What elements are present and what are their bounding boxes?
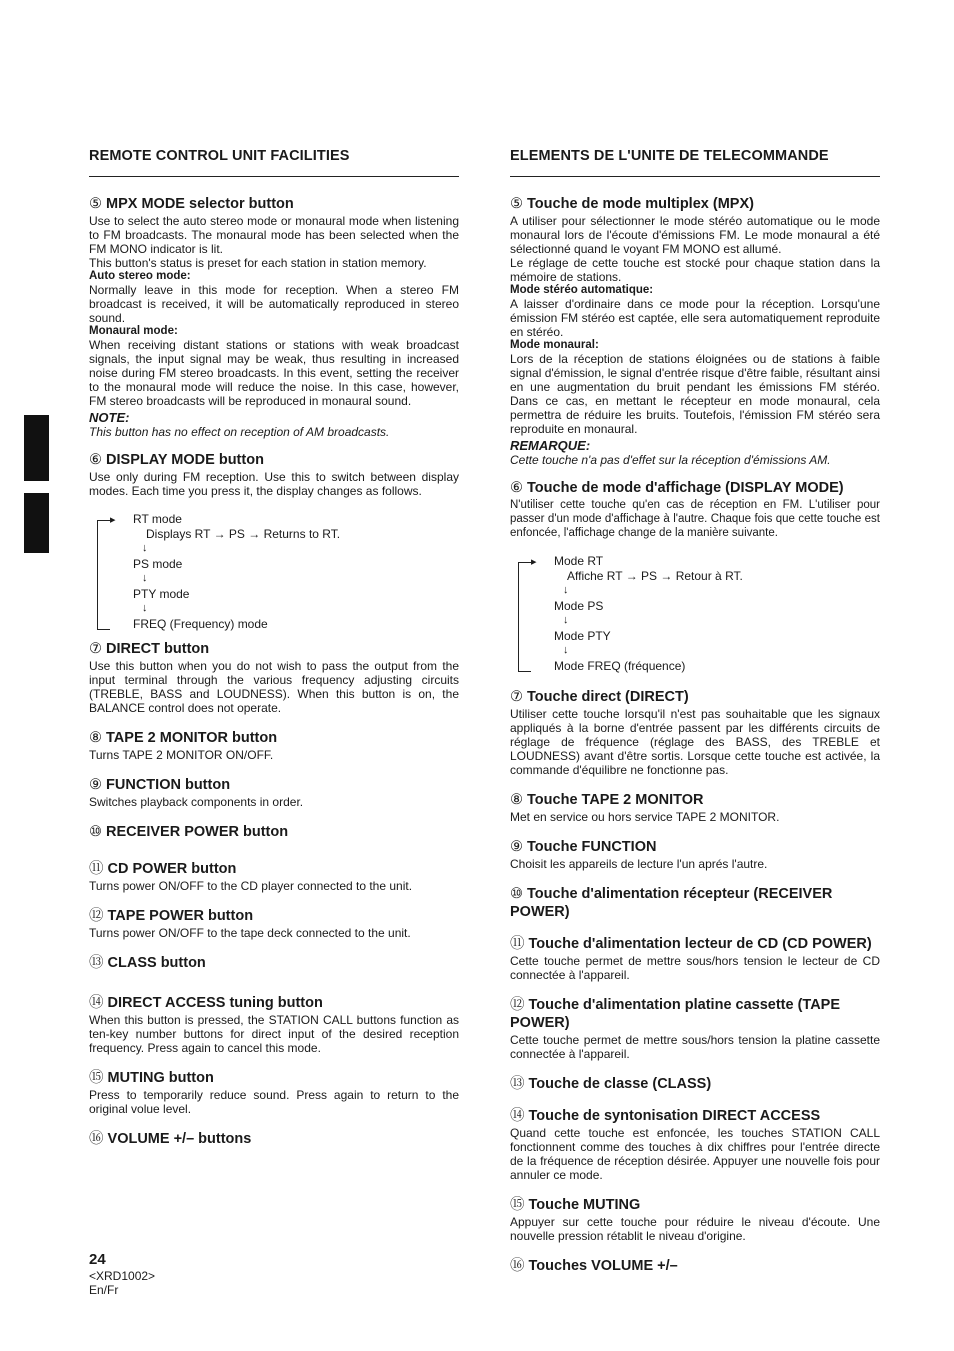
paragraph: Normally leave in this mode for reception. When a stereo FM broadcast is received, it will be automatically reproduced in stereo sound.: [89, 283, 459, 325]
heading-text: CLASS button: [107, 955, 206, 971]
item-number: ⑯: [510, 1258, 525, 1274]
section-heading: [89, 729, 459, 747]
flow-freq-mode: Mode FREQ (fréquence): [554, 659, 686, 673]
section-heading: [510, 885, 880, 921]
section-heading: [510, 1075, 880, 1093]
section-mpx-mode-fr: [510, 195, 880, 467]
flow-pty-mode: PTY mode: [133, 587, 190, 601]
paragraph: Use this button when you do not wish to pass the output from the input terminal through the various frequency adjusting circuits (TREBLE, BASS and LOUDNESS). When this button is on, the BALANCE control does not operate.: [89, 659, 459, 715]
arrow-down-icon: ↓: [563, 644, 569, 656]
item-number: ⑤: [89, 196, 102, 212]
paragraph: When receiving distant stations or stations with weak broadcast signals, the input signal may be weak, thus resulting in increased noise during FM stereo broadcasts. In this event, setting the receiver to the monaural mode will reduce the noise. In this case, however, FM stereo broadcasts will be reproduced in monaural sound.: [89, 338, 459, 408]
section-tape-power-fr: [510, 996, 880, 1061]
item-number: ⑫: [89, 908, 104, 924]
item-number: ⑬: [510, 1076, 525, 1092]
arrow-down-icon: ↓: [563, 584, 569, 596]
page-footer: [89, 1251, 155, 1297]
item-number: ⑤: [510, 196, 523, 212]
section-direct: [89, 640, 459, 715]
paragraph: Use to select the auto stereo mode or monaural mode when listening to FM broadcasts. The monaural mode has been selected when the FM MONO indicator is lit.: [89, 214, 459, 256]
subheading: Mode stéréo automatique:: [510, 284, 654, 296]
model-code: <XRD1002>: [89, 1269, 156, 1283]
section-heading: [89, 451, 459, 469]
item-number: ⑦: [89, 641, 102, 657]
item-number: ⑭: [510, 1108, 525, 1124]
english-column: [89, 148, 459, 1149]
section-heading: [89, 907, 459, 925]
page-number: 24: [89, 1251, 106, 1268]
section-heading: [89, 823, 459, 841]
section-direct-fr: [510, 688, 880, 777]
paragraph: Appuyer sur cette touche pour réduire le niveau d'écoute. Une nouvelle pression rétablit le niveau d'origine.: [510, 1215, 880, 1243]
arrow-right-icon: ▸: [110, 514, 116, 526]
heading-text: TAPE 2 MONITOR button: [106, 730, 278, 746]
flow-rt-detail: Displays RT → PS → Returns to RT.: [146, 527, 341, 541]
heading-text: Touche direct (DIRECT): [527, 689, 689, 705]
heading-text: Touches VOLUME +/–: [528, 1258, 678, 1274]
column-title: REMOTE CONTROL UNIT FACILITIES: [89, 148, 459, 177]
section-heading: [89, 640, 459, 658]
paragraph: Utiliser cette touche lorsqu'il n'est pas souhaitable que les signaux appliqués à la borne d'entrée passent par les différents circuits de réglage de fréquence (réglage des BASS, des TREBLE et LOUDNESS) avant d'être sortis. Lorsque cette touche est activée, la commande d'équilibre ne fonctionne pas.: [510, 707, 880, 777]
section-heading: [89, 195, 459, 213]
item-number: ⑮: [510, 1197, 525, 1213]
item-number: ⑭: [89, 995, 104, 1011]
section-volume-fr: [510, 1257, 880, 1275]
section-direct-access: [89, 994, 459, 1055]
section-heading: [89, 994, 459, 1012]
heading-text: DIRECT ACCESS tuning button: [107, 995, 323, 1011]
heading-text: Touche d'alimentation platine cassette (TAPE POWER): [510, 997, 841, 1031]
flow-loop-line: [518, 562, 531, 672]
section-receiver-power-fr: [510, 885, 880, 921]
section-muting-fr: [510, 1196, 880, 1243]
heading-text: CD POWER button: [107, 861, 237, 877]
column-title: ELEMENTS DE L'UNITE DE TELECOMMANDE: [510, 148, 880, 177]
section-muting: [89, 1069, 459, 1116]
display-mode-flow-diagram: [510, 554, 880, 676]
section-cd-power: [89, 860, 459, 893]
language-code: En/Fr: [89, 1283, 119, 1297]
section-function-fr: [510, 838, 880, 871]
section-heading: [510, 1107, 880, 1125]
flow-pty-mode: Mode PTY: [554, 629, 611, 643]
section-volume: [89, 1130, 459, 1148]
section-tape2-monitor-fr: [510, 791, 880, 824]
item-number: ⑨: [510, 839, 523, 855]
section-cd-power-fr: [510, 935, 880, 982]
paragraph: Cette touche permet de mettre sous/hors tension le lecteur de CD connectée à l'appareil.: [510, 954, 880, 982]
flow-rt-mode: RT mode: [133, 512, 182, 526]
heading-text: Touche d'alimentation lecteur de CD (CD POWER): [528, 936, 872, 952]
note-text: Cette touche n'a pas d'effet sur la réception d'émissions AM.: [510, 453, 831, 467]
heading-text: Touche MUTING: [528, 1197, 641, 1213]
paragraph: Quand cette touche est enfoncée, les touches STATION CALL fonctionnent comme des touches à dix chiffres pour l'entrée directe de la fréquence de réception désirée. Appuyer une nouvelle fois pour annuler ce mode.: [510, 1126, 880, 1182]
item-number: ⑥: [510, 480, 523, 496]
item-number: ⑯: [89, 1131, 104, 1147]
paragraph: Turns power ON/OFF to the tape deck connected to the unit.: [89, 926, 411, 940]
item-number: ⑬: [89, 955, 104, 971]
paragraph: Turns TAPE 2 MONITOR ON/OFF.: [89, 748, 274, 762]
flow-freq-mode: FREQ (Frequency) mode: [133, 617, 268, 631]
paragraph: A utiliser pour sélectionner le mode stéréo automatique ou le mode monaural lors de l'écoute d'émissions FM. Le mode monaural a été sélectionné quand le voyant FM MONO est allumé.: [510, 214, 880, 256]
heading-text: VOLUME +/– buttons: [107, 1131, 252, 1147]
heading-text: MPX MODE selector button: [106, 196, 294, 212]
item-number: ⑪: [510, 936, 525, 952]
flow-ps-mode: Mode PS: [554, 599, 604, 613]
subheading: Mode monaural:: [510, 339, 599, 351]
arrow-down-icon: ↓: [142, 542, 148, 554]
arrow-down-icon: ↓: [563, 614, 569, 626]
item-number: ⑩: [89, 824, 102, 840]
section-display-mode-fr: [510, 479, 880, 676]
display-mode-flow-diagram: [89, 512, 459, 634]
paragraph: Met en service ou hors service TAPE 2 MONITOR.: [510, 810, 780, 824]
heading-text: Touche de mode multiplex (MPX): [527, 196, 754, 212]
note-heading: REMARQUE:: [510, 438, 591, 453]
section-heading: [89, 1130, 459, 1148]
paragraph: Choisit les appareils de lecture l'un aprés l'autre.: [510, 857, 768, 871]
french-column: [510, 148, 880, 1276]
section-tape-power: [89, 907, 459, 940]
heading-text: Touche de syntonisation DIRECT ACCESS: [528, 1108, 821, 1124]
paragraph: Le réglage de cette touche est stocké pour chaque station dans la mémoire de stations.: [510, 256, 880, 284]
section-heading: [89, 860, 459, 878]
section-tab-marker-2: [24, 493, 49, 553]
section-tab-marker-1: [24, 415, 49, 481]
section-tape2-monitor: [89, 729, 459, 762]
arrow-down-icon: ↓: [142, 602, 148, 614]
heading-text: MUTING button: [107, 1070, 214, 1086]
section-display-mode: [89, 451, 459, 634]
note-text: This button has no effect on reception of AM broadcasts.: [89, 425, 390, 439]
arrow-right-icon: ▸: [531, 556, 537, 568]
section-heading: [510, 195, 880, 213]
paragraph: Lors de la réception de stations éloignées ou de stations à faible signal d'émission, le signal d'entrée risque d'être faible, résultant ainsi en une augmentation du bruit pendant les émissions FM stéréo. Dans ce cas, en mettant le récepteur en mode monaural, cela permettra de réduire les bruits. Toutefois, l'émission FM stéréo sera reproduite en monaural.: [510, 352, 880, 436]
subheading: Monaural mode:: [89, 325, 178, 337]
section-heading: [510, 688, 880, 706]
paragraph: Switches playback components in order.: [89, 795, 304, 809]
section-class: [89, 954, 459, 972]
note-heading: NOTE:: [89, 410, 130, 425]
heading-text: TAPE POWER button: [107, 908, 254, 924]
section-heading: [510, 996, 880, 1032]
item-number: ⑧: [89, 730, 102, 746]
item-number: ⑦: [510, 689, 523, 705]
heading-text: RECEIVER POWER button: [106, 824, 289, 840]
section-receiver-power: [89, 823, 459, 841]
section-heading: [89, 954, 459, 972]
heading-text: Touche FUNCTION: [527, 839, 657, 855]
heading-text: Touche de classe (CLASS): [528, 1076, 712, 1092]
paragraph: Cette touche permet de mettre sous/hors tension la platine cassette connectée à l'appareil.: [510, 1033, 880, 1061]
item-number: ⑨: [89, 777, 102, 793]
section-heading: [510, 1257, 880, 1275]
flow-rt-mode: Mode RT: [554, 554, 604, 568]
paragraph: A laisser d'ordinaire dans ce mode pour la réception. Lorsqu'une émission FM stéréo est captée, elle sera automatiquement reproduite en stéréo.: [510, 297, 880, 339]
section-heading: [510, 791, 880, 809]
section-class-fr: [510, 1075, 880, 1093]
subheading: Auto stereo mode:: [89, 270, 191, 282]
section-mpx-mode: [89, 195, 459, 439]
section-heading: [510, 479, 880, 497]
flow-loop-line: [97, 520, 110, 630]
flow-ps-mode: PS mode: [133, 557, 183, 571]
arrow-down-icon: ↓: [142, 572, 148, 584]
flow-rt-detail: Affiche RT → PS → Retour à RT.: [567, 569, 743, 583]
section-heading: [89, 776, 459, 794]
section-heading: [510, 935, 880, 953]
paragraph: Use only during FM reception. Use this to switch between display modes. Each time you press it, the display changes as follows.: [89, 470, 459, 498]
section-heading: [510, 1196, 880, 1214]
section-heading: [510, 838, 880, 856]
item-number: ⑫: [510, 997, 525, 1013]
item-number: ⑮: [89, 1070, 104, 1086]
section-heading: [89, 1069, 459, 1087]
item-number: ⑩: [510, 886, 523, 902]
paragraph: N'utiliser cette touche qu'en cas de réception en FM. L'utiliser pour passer d'un mode d'affichage à l'autre. Chaque fois que cette touche est enfoncée, l'affichage change de la manière suivante.: [510, 499, 880, 539]
heading-text: FUNCTION button: [106, 777, 231, 793]
paragraph: Press to temporarily reduce sound. Press again to return to the original volue level.: [89, 1088, 459, 1116]
item-number: ⑥: [89, 452, 102, 468]
heading-text: DISPLAY MODE button: [106, 452, 264, 468]
item-number: ⑪: [89, 861, 104, 877]
heading-text: DIRECT button: [106, 641, 210, 657]
item-number: ⑧: [510, 792, 523, 808]
paragraph: Turns power ON/OFF to the CD player connected to the unit.: [89, 879, 413, 893]
section-function: [89, 776, 459, 809]
section-direct-access-fr: [510, 1107, 880, 1182]
heading-text: Touche de mode d'affichage (DISPLAY MODE): [527, 480, 844, 496]
paragraph: This button's status is preset for each station in station memory.: [89, 256, 427, 270]
heading-text: Touche d'alimentation récepteur (RECEIVER POWER): [510, 886, 833, 920]
heading-text: Touche TAPE 2 MONITOR: [527, 792, 704, 808]
paragraph: When this button is pressed, the STATION CALL buttons function as ten-key number buttons for direct input of the desired reception frequency. Press again to cancel this mode.: [89, 1013, 459, 1055]
